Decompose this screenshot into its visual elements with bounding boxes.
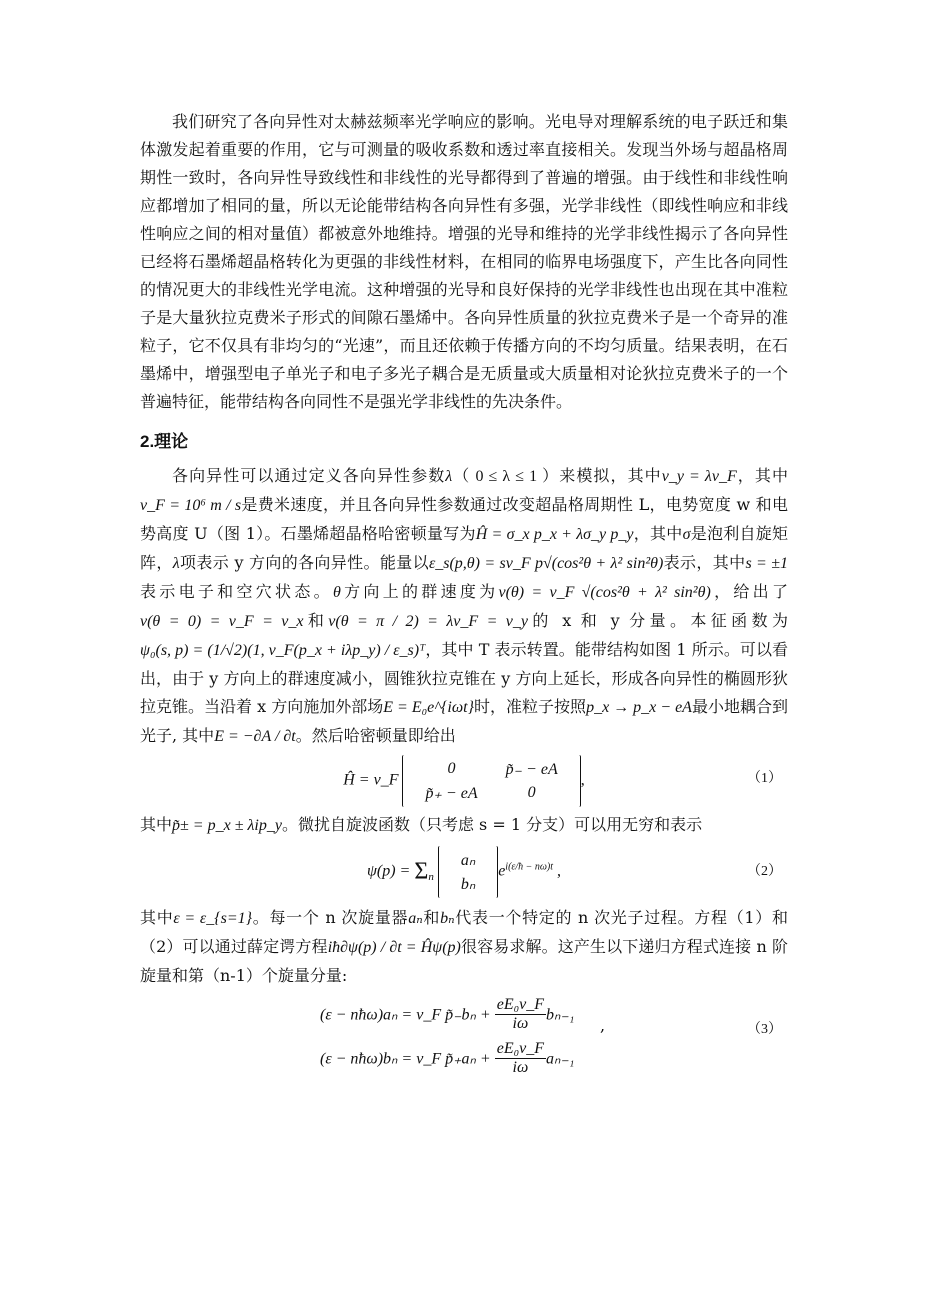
section-title: 2.理论 xyxy=(140,432,189,451)
recursion-paragraph: 其中ε = ε_{s=1}。每一个 n 次旋量器aₙ和bₙ代表一个特定的 n 次光子过程。方程（1）和（2）可以通过薛定谔方程iħ∂ψ(p) / ∂t = Ĥψ(p)很容易求解。这产生以下递归方程式连接 n 阶旋量和第（n-1）个旋量分量: xyxy=(140,908,789,985)
hamiltonian-matrix: 0 p̃₋ − eA p̃₊ − eA 0 xyxy=(402,755,580,807)
equation-number-3: （3） xyxy=(747,1022,782,1037)
intro-paragraph: 我们研究了各向异性对太赫兹频率光学响应的影响。光电导对理解系统的电子跃迁和集体激发起着重要的作用，它与可测量的吸收系数和透过率直接相关。发现当外场与超晶格周期性一致时，各向异性导致线性和非线性的光导都得到了普遍的增强。由于线性和非线性响应都增加了相同的量，所以无论能带结构各向异性有多强，光学非线性（即线性响应和非线性响应之间的相对量值）都被意外地维持。增强的光导和维持的光学非线性揭示了各向异性已经将石墨烯超晶格转化为更强的非线性材料，在相同的临界电场强度下，产生比各向同性的情况更大的非线性光学电流。这种增强的光导和良好保持的光学非线性也出现在其中准粒子是大量狄拉克费米子形式的间隙石墨烯中。各向异性质量的狄拉克费米子是一个奇异的准粒子，它不仅具有非均匀的“光速”，而且还依赖于传播方向的不均匀质量。结果表明，在石墨烯中，增强型电子单光子和电子多光子耦合是无质量或大质量相对论狄拉克费米子的一个普遍特征，能带结构各向同性不是强光学非线性的先决条件。 xyxy=(140,112,788,411)
equation-number-2: （2） xyxy=(747,864,782,879)
equation-1: Ĥ = v_F 0 p̃₋ − eA p̃₊ − eA 0 , （1） xyxy=(140,751,788,811)
spinor-vector: aₙ bₙ xyxy=(438,846,498,898)
equation-number-1: （1） xyxy=(747,771,782,786)
page-body xyxy=(140,108,788,1090)
equation-2: $\psi(p) = \Sigma_n$ aₙ bₙ $e^{i(\varepsilon/ħ - n\omega)t}$ , （2） xyxy=(140,840,788,904)
theory-paragraph: 各向异性可以通过定义各向异性参数λ（ 0 ≤ λ ≤ 1 ）来模拟，其中v_y = λv_F，其中v_F = 10⁶ m / s是费米速度，并且各向异性参数通过改变超晶格周期性 L，电势宽度 w 和电势高度 U（图 1）。石墨烯超晶格哈密顿量写为Ĥ = σ_x p_x + λσ_y p_y，其中σ是泡利自旋矩阵，λ项表示 y 方向的各向异性。能量以ε_s(p,θ) = sv_F p√(cos²θ + λ² sin²θ)表示，其中s = ±1表示电子和空穴状态。θ方向上的群速度为v(θ) = v_F √(cos²θ + λ² sin²θ)，给出了v(θ = 0) = v_F = v_x和v(θ = π / 2) = λv_F = v_y的 x 和 y 分量。本征函数为ψ₀(s, p) = (1/√2)(1, v_F(p_x + iλp_y) / ε_s)ᵀ，其中 T 表示转置。能带结构如图 1 所示。可以看出，由于 y 方向上的群速度减小，圆锥狄拉克锥在 y 方向上延长，形成各向异性的椭圆形狄拉克锥。当沿着 x 方向施加外部场E = E₀e^{iωt}时，准粒子按照p_x → p_x − eA最小地耦合到光子, 其中E = −∂A / ∂t。然后哈密顿量即给出 xyxy=(140,466,789,745)
spinor-paragraph: 其中p̃± = p_x ± λip_y。微扰自旋波函数（只考虑 s = 1 分支）可以用无穷和表示 xyxy=(140,815,703,834)
equation-3: (ε − nħω)aₙ = v_F p̃₋bₙ + $\frac{\text{eE₀v\_F}}{i\omega}$ bₙ₋₁ (ε − nħω)bₙ = v_F p̃₊aₙ + $\frac{\text{eE₀v\_F}}{i\omega}$ aₙ₋₁ , （3） xyxy=(320,996,782,1076)
